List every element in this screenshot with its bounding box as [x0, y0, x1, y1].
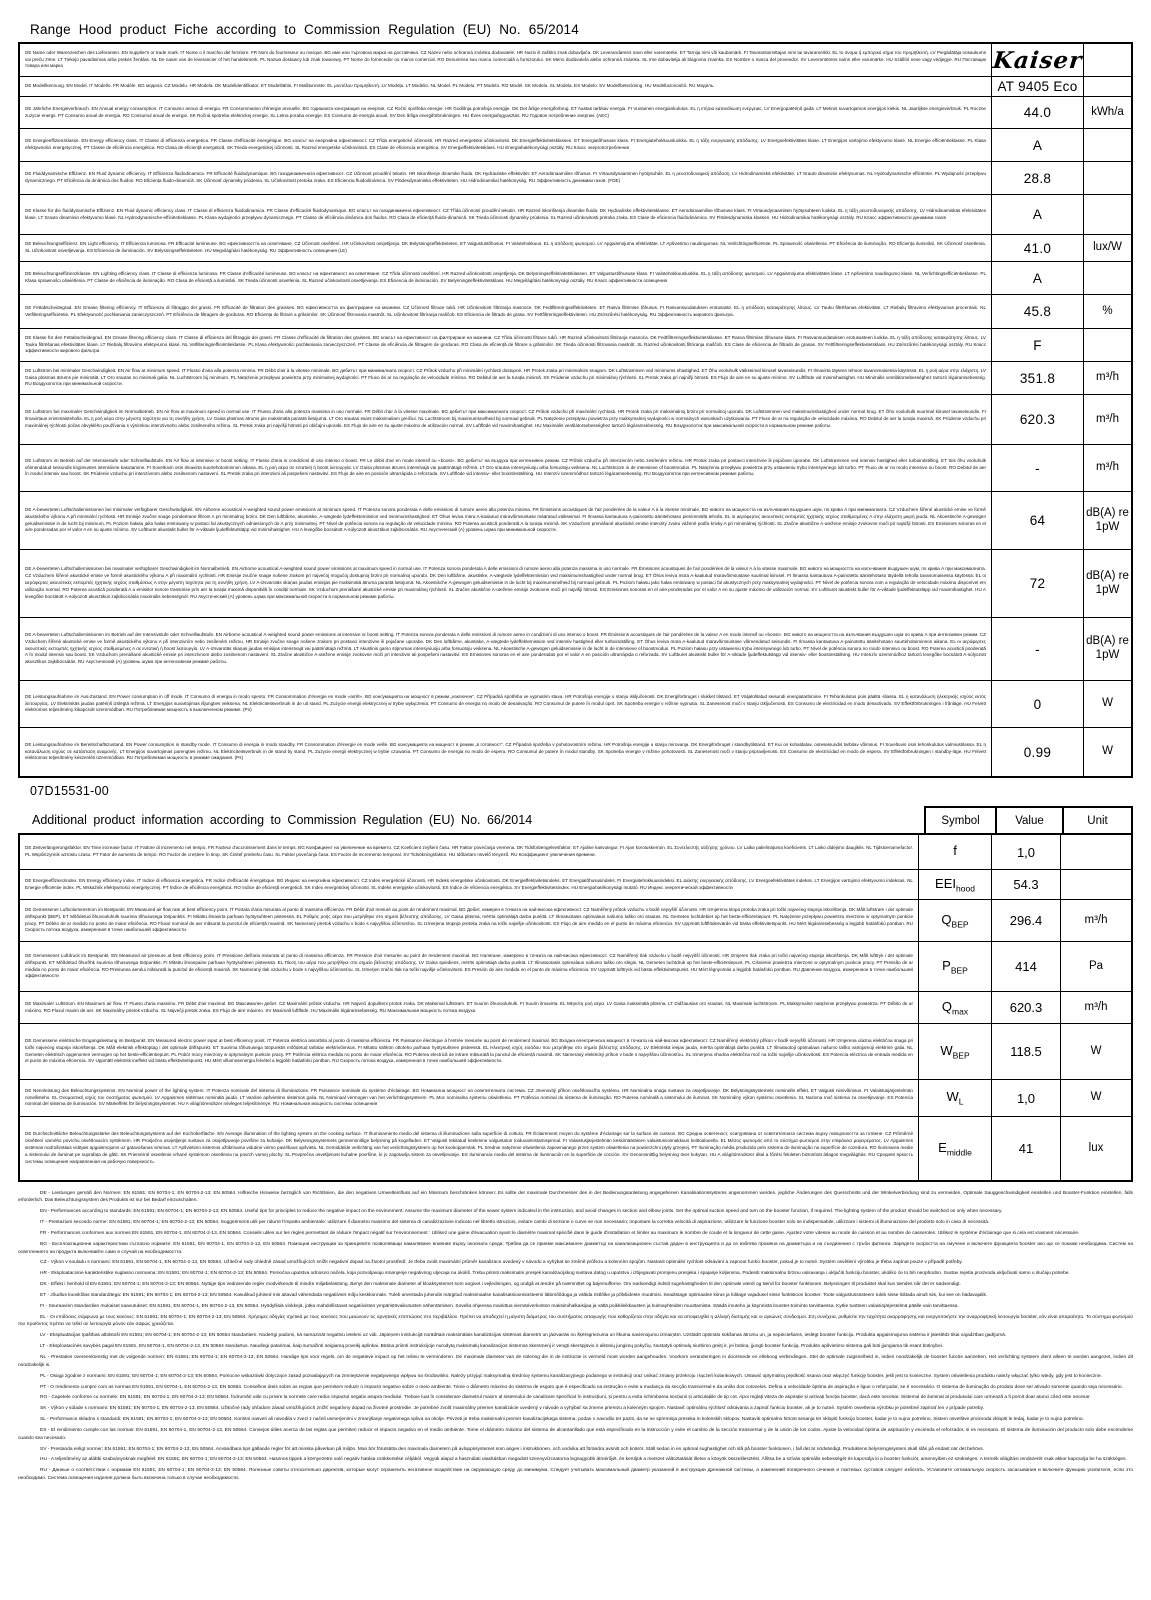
fiche-row-value-cell — [991, 295, 1083, 328]
fiche-row — [20, 295, 1131, 329]
fiche-row-value: 0 — [1033, 696, 1042, 712]
fiche-row-description: DE Modellkennung. EN Model. IT Modello. FR Modèle. BG модела. CZ Modelu. HR Modela. DK Modelidentifikator. ET Mudelitähis. FI Mallitunniste. EL μοντέλου προμηθευτή. LV Modeļa. LT Modelio. NL Model. PL Modelu. PT Modelo. RO Model. SK Modelu. SL Modela. ES Modelo. SV Modellbeteckning. HU Modellazonosító. RU Модель. — [25, 83, 715, 89]
fiche-row-unit — [1083, 262, 1131, 294]
additional-row — [20, 1080, 1131, 1117]
additional-row-unit: Pa — [1060, 942, 1131, 991]
fiche-row-description: DE Beleuchtungseffizienz. EN Light efficiency. IT Efficienza luminosa. FR Efficacité lumineuse. BG ефективността на осветяване. CZ Účinnost osvětlení. HR Učinkovitost osvjetljenja. DK Belysningseffektiviteten. ET Valgustustõhusus. FI Valotehokkuus. EL η απόδοση φωτισμού. LV Apgaismojuma efektivitāte. LT Apšvietimo naudingumas. NL Verlichtingsefficiëntie. PL Sprawność oświetlenia. PT Eficiência de iluminação. RO Eficiența iluminării. SK Účinnosť osvetlenia. SL Učinkovitost osvetljevanja. ES Eficiencia de iluminación. SV Belysningseffektiviteten. HU Megvilágítási hatékonyság. RU Эффективность освещения (LE) — [25, 241, 986, 253]
additional-row-value: 296.4 — [991, 900, 1060, 941]
additional-row-description: DE Gemessener Luftvolumenstrom im Bestpunkt. EN Measured air flow rate at best efficiency point. IT Portata d'aria misurata al punto di massima efficienza. FR Débit d'air mesuré au point de rendement maximal. BG Дебит, измерен в точката на най-висока ефективност. CZ Naměřený průtok vzduchu v bodě nejvyšší účinnosti. HR Izmjerena stopa protoka zraka pri točki najvećeg stupnja iskorištenja. DK Målt luftstrøm i det optimale driftspunkt (BEP). ET Mõõdetud õhuvooluhulk suurima tõhususega tööpunktis. FI Mitattu ilmavirta parhaan hyötysuhteen pisteessä. EL Ρυθμός ροής αέρα που μετρήθηκε στο σημείο βέλτιστης απόδοσης. LV Gaisa plūsma, mērīta optimālajā darba punktā. LT Išmatuotasis optimalaus našumo taško oro srautas. NL Gemeten luchtdebiet op het beste-efficiëntiepunt. PL Natężenie przepływu powietrza mierzone w optymalnym punkcie pracy. PT Débito de ar medido no ponto de maior eficiência. RO Fluxul nominal de aer măsurat la punctul de eficiență maximă. SK Nameraný prietok vzduchu v bode s najvyššou účinnosťou. SL Izmerjena stopnja pretoka zraka na točki najvišje učinkovitosti. ES Flujo de aire medido en el punto de máxima eficiencia. SV Uppmätt luftflödesvärde vid bästa effektivitetspunkt. HU Mért légáramsebesség a legjobb hatásfokú pontban. RU Скорость потока воздуха, измеренная в точке наибольшей эффективности. — [25, 906, 913, 933]
additional-row — [20, 992, 1131, 1024]
fiche-row-value-cell — [991, 77, 1083, 96]
symbol-main: W — [940, 1042, 953, 1058]
additional-row — [20, 835, 1131, 870]
fiche-row-unit: dB(A) re 1pW — [1083, 492, 1131, 549]
standards-note: SL - Performance skladno s standardi: EN 61591; EN 60704-1; EN 60704-2-13; EN 50564. Koristni nasveti ali navodila v zvezi z načeli usmerjenimi v zmanjšanje negativnega vpliva na okolje. Privzeti je treba maksimalni premer kanalizacijskega sistema, podan v navodilu ter paziti, da se ne spreminja preseka in kolenskih sklopov. Nastaviti optimalno hitrost sesanja ter vklopiti funkcijo booster, kadar je to nujno potrebno. Sistem osvetlitve proizvoda vklopiti le tedaj, kadar je to nujno potrebno. — [40, 1417, 1084, 1423]
fiche-row — [20, 97, 1131, 129]
symbol-subscript: BEP — [952, 1050, 970, 1061]
standards-note: HR - Eksploatacione karakteristike suglasno normama: EN 61591; EN 60704-1; EN 60704-2-13; EN 50564. Pomoćna uputstva odnosno načela, koja pozvoljavaju smanjenje negativnog utjecaja na okoliš. Treba primiti maksimalni presjek kanalizacijskog sustava datog u uputstvu i izbjegavati promjenu presjeka i spajanje koljenima. Podesiti maksimalnu brzinu usisavanja i uključiti funkciju booster, ukoliko će to biti neophodno. Sustav svjetla proizvoda uključivati samo u slučaju potrebe. — [40, 1271, 1070, 1277]
fiche-row-description: DE Beleuchtungseffizienzklasse. EN Lighting efficiency class. IT Classe di efficienza luminosa. FR Classe d'efficacité lumineuse. BG класът на ефективност на осветяване. CZ Třída účinnosti osvětlení. HR Razred učinkovitosti osvjetljenja. DK Belysningseffektivitetsklassen. ET Valgustustõhususe klass. FI Valotehokkuusluokka. EL η τάξη απόδοσης φωτισμού. LV Apgaismojuma efektivitātes klase. LT Apšvietimo naudingumo klasė. NL Verlichtingsefficiëntieklasse. PL Klasa sprawności oświetlenia. PT Classe de eficiência de iluminação. RO Clasa de eficiență a iluminării. SK Trieda účinnosti osvetlenia. SL Razred učinkovitosti osvetljevanja. ES Eficiencia de iluminación. SV Belysningseffektivitetsklass. HU Megvilágítási hatékonysági osztály. RU Класс эффективности освещения — [25, 271, 986, 283]
fiche-row-unit: W — [1083, 728, 1131, 776]
fiche-row-unit — [1083, 162, 1131, 194]
symbol-main: E — [938, 1139, 947, 1155]
fiche-row-description: DE A-bewerteten Luftschallemissionen bei maximaler verfügbarer Geschwindigkeit im Normalbetrieb. EN Airborne acoustical A-weighted sound power emissions at maximum speed in normal use. IT Potenza sonora ponderata A delle emissioni di rumore aereo alla potenza massima in uso normale. FR Émissions acoustiques de l'air pondérées de la valeur A à la vitesse maximale. BG нивото на мощността на излъчвания въздушен шум, по крива A при максималната. CZ Vzduchem šířené akustické emise ve formě akustického výkonu A při maximální rychlosti. HR Emisije zvučne snage nošene zrakom pri najvećoj mogućoj dostupnoj brzini pri normalnoj uporabi. DK Den luftbårne, akustiske, A-vægtede lydeffektemission ved maksimumshastighed under normal brug. ET Õhus leviva müra A-kaalutud müravõimsustase suurimal kiirusel. FI Ilmassa kantautuva A-painotettu äänitehotaso täydellä teholla tavanomaisessa käytössä. EL οι αερόφερτες ακουστικές εκπομπές ηχητικής ισχύος σταθμίσεως Α στην μέγιστη ταχύτητα για τη συνήθη χρήση. LV A-izsvarotās skaņas jaudas emisijas pie maksimālā ātruma parastā lietojumā. NL Akoestische A-gewogen geluidsemissie in de lucht bij maximumsnelheid bij normaal gebruik. PL Poziom hałasu jako hałas emitowany w postaci fal akustycznych przy maksymalnej wydajności. PT Nível de potência sonora com a regulação de velocidade máxima disponível em utilização normal. RO Puterea acustică ponderată A a emisiilor sonore transmise prin aer la turația maximă disponibilă în condiții normale. SK Vzduchom prenášané akustické emisie pri maximálnej rýchlosti. SL Zračne akustične A-utežene emisije zvokovne moči pri najvišji hitrosti. ES Emisiones sonoras en el aire ponderadas por el valor A en su ajuste máximo de utilización normal. SV Luftburet akustiskt buller för A-viktade ljudeffektutsläpp vid maximihastighet. HU A levegőbe bocsátott A-súlyozott akusztikus zajkibocsátás maximális sebességnél. RU Акустический (A) уровень шума при максимальной скорости в нормальном режиме работы. — [25, 566, 986, 599]
standards-note: HU - A teljesítmény az alábbi szabványoknak megfelel: EN 61591; EN 60704-1; EN 60704-2-13; EN 50564. Hasznos tippek a környezetre való negatív hatása csökkentése céljából. Vegyük alapul a használati utasításban megadott szennyvízcsatorna legnagyobb átmérőjét, és kerüljük a metszet változtatását illetve a könyök összeillesztést. Állítsa be a szívás optimális sebességét és kapcsolja ki a booster funkciót, amennyiben ez szükséges. A termék világítási rendszerét csak akkor kapcsolja be ha szükséges. — [40, 1457, 1127, 1463]
additional-row-unit — [1060, 835, 1131, 869]
standards-note: BG - Експлоатационни характеристики съгласно нормите: EN 61591, EN 60704-1, EN 60704-2-13, EN 50564. Помощни инструкции за принципите позволяващи намаляване влияние върху околната среда: Трябва да се приеме максимален диаметър на канализационен състав даден в инструкцията и да се избягва промяна на диаметъра и на съединения с тръби фитинги. Зарядете скоростта на смучене и включете функцията booster ако ще се покаже необходима. Систем на осветлението на продукта включвайте само в случай на необходимостта. — [18, 1242, 1133, 1255]
additional-row-symbol — [918, 1117, 991, 1180]
fiche-row-value-cell — [991, 618, 1083, 680]
additional-row-symbol — [918, 1080, 991, 1116]
additional-row-symbol — [918, 1024, 991, 1079]
fiche-row-unit: % — [1083, 295, 1131, 328]
symbol-subscript: middle — [946, 1147, 972, 1158]
additional-row-symbol — [918, 942, 991, 991]
additional-row-unit: m³/h — [1060, 992, 1131, 1023]
additional-row-description: DE Gemessener Luftdruck im Bestpunkt. EN Measured air pressure at best efficiency point. IT Pressione dell'aria misurata al punto di massima efficienza. FR Pression d'air mesurée au point de rendement maximal. BG Налягане, измерено в точката на най-висока ефективност. CZ Naměřený tlak vzduchu v bodě nejvyšší účinnosti. HR Izmjeren tlak zraka pri točki najvećeg stupnja iskorištenja. DK Målt lufttryk i det optimale driftspunkt. ET Mõõdetud õhurõhk suurima tõhususega tööpunktis. FI Mitattu ilmanpaine parhaan hyötysuhteen pisteessä. EL Πίεση του αέρα που μετρήθηκε στο σημείο βέλτιστης απόδοσης. LV Gaisa spiediens, mērīts optimālajā darba punktā. LT Išmatuotasis optimalaus našumo taško oro slėgis. NL Gemeten luchtdruk op het beste-efficiëntiepunt. PL Ciśnienie powietrza mierzone w optymalnym punkcie pracy. PT Pressão de ar medida no ponto de maior eficiência. RO Presiunea aerului măsurată la punctul de eficiență maximă. SK Nameraný tlak vzduchu v bode s najvyššou účinnosťou. SL Izmerjen zračni tlak na točki najvišje učinkovitosti. ES Presión de aire medida en el punto de máxima eficiencia. SV Uppmätt lufttryck vid bästa effektivitetspunkt. HU Mért légnyomás a legjobb hatásfokú pontban. RU Давление воздуха, измеренное в точке наибольшей эффективности — [25, 952, 913, 979]
standards-note: SV - Prestanda enligt normer: EN 61591; EN 60704-1; EN 60704-2-13; EN 50564. Användbara tips gällande regler för att minska påverkan på miljön. Man bör förutsätta den maximala diametern på avloppssystemet som anges i instruktionen, och undvika att förändra avsnitt och knärör. Ställ sedan in en optimal sughastighet och slå på booster funktionen, i fall det är nödvändigt. Produktens belysningssystem skall slås på endast när det behövs. — [40, 1446, 984, 1452]
fiche-row-value-cell — [991, 262, 1083, 294]
fiche-row-value-cell — [991, 329, 1083, 361]
standards-note: LV - Ekspluatācijas īpašības atbilstoši EN 61591; EN 60704-1; EN 60704-2-13; EN 50564 standartiem. Noderīgi padomi, kā samazināt negatīvu ietekmi uz vidi. Jāpieņem instrukcijā norādītais maksimālais kanalizācijas sistēmas diametrs un jāizvairās no šķērsgriezuma un līkuma savienojumu izmaiņām. Uzstādīt optimālo sūkšanas ātrumu un, ja nepieciešams, ieslēgt booster funkciju. Produkta apgaismojuma sistēma ir jāieslēdz tikai vajadzības gadījumā. — [40, 1333, 1007, 1339]
fiche-row-value: AT 9405 Eco — [997, 79, 1078, 94]
additional-row-symbol — [918, 992, 991, 1023]
fiche-row — [20, 44, 1131, 77]
fiche-row-value-cell — [991, 162, 1083, 194]
additional-row — [20, 1024, 1131, 1080]
document-number: 07D15531-00 — [30, 784, 110, 798]
standards-notes — [18, 1190, 1133, 1486]
fiche-row-description: DE Leistungsaufnahme im Aus-Zustand. EN Power consumption in off mode. IT Consumo di energia in modo spento. FR Consommation d'énergie en mode «arrêt». BG консумацията на мощност в режим „изключен“. CZ Případná spotřeba ve vypnutém stavu. HR Potrošnja energije u stanju isključenosti. DK Energiforbruget i slukket tilstand. ET Väljalülitatud seisundi energiatarbimine. FI Tehonkulutus pois päältä -tilassa. EL η κατανάλωση ηλεκτρικής ισχύος εκτός λειτουργίας. LV Elektriskās jaudas patēriņš izslēgtā režīmā. LT Energijos suvartojimas išjungties veiksena. NL Elektriciteitsverbruik in de uit stand. PL Zużycie energii elektrycznej w trybie wyłączenia. PT Consumo de energia no modo de desativação. RO Consumul de putere în modul oprit. SK Spotreba energie v režime vypnutia. SL Zanesenost moči v stanju izključenosti. ES Consumo de electricidad en modo desactivado. SV Effektförbrukningen i frånläge. HU Felvett elektromos teljesítmény kikapcsolt üzemmódban. RU Потребляемая мощность в выключенном режиме. (Po) — [25, 693, 986, 713]
standards-note: FR - Performances conformes aux normes EN 61591, EN 60704-1, EN 60704-2-13, EN 50564. Conseils utiles sur les règles permettant de réduire l'impact négatif sur l'environnement : Utilisez une gaine d'évacuation ayant le diamètre maximal spécifié dans le guide d'installation et limiter au maximum le nombre de coude et la longueur de cette gaine. Ajustez votre vitesse au mode de cuisson et au nombre de casseroles. Utilisez le système d'éclairage que si cela est vraiment nécessaire. — [40, 1231, 1080, 1237]
symbol-main: EEI — [935, 875, 957, 891]
additional-row-description: DE Nennleistung des Beleuchtungssystems. EN Nominal power of the lighting system. IT Potenza nominale del sistema di illuminazione. FR Puissance nominale du système d'éclairage. BG Номинална мощност на осветителната система. CZ Jmenovitý příkon osvětlovacího systému. HR Nominalna snaga sustava za osvjetljavanje. DK Belysningssystemets nominelle effekt. ET Valgusti nimivõimsus. FI Valaistusjärjestelmän nimellisteho. EL Ονομαστική ισχύς του συστήματος φωτισμού. LV Apgaismes sistēmas nominālā jauda. LT Vardinė apšvietimo sistemos galia. NL Nominaal vermogen van het verlichtingssysteem. PL Moc nominalna systemu oświetlenia. PT Potência nominal do sistema de iluminação. RO Puterea nominală a sistemului de iluminat. SK Nominálny výkon systému osvetlenia. SL Nazivna moč sistema za osvetljevanje. ES Potencia nominal del sistema de iluminación. SV Märkeffekt för belysningssystemet. HU A világítórendszer névleges teljesítménye. RU Номинальная мощность системы освещения — [25, 1087, 913, 1107]
symbol-subscript: BEP — [950, 965, 968, 976]
fiche-row-unit: m³/h — [1083, 445, 1131, 491]
fiche-row-description: DE Jährliche Energieverbrauch. EN Annual energy consumption. IT Consumo annuo di energia. FR Consommation d'énergie annuelle. BG годишната консумация на енергия. CZ Roční spotřeba energie. HR Godišnja potrošnja energije. DK Det årlige energiforbrug. ET Aastas tarbitav energia. FI Vuotuinen energiankulutus. EL η ετήσια κατανάλωση ενέργειας. LV Energopatēriņš gadā. LT Metinis suvartojamos energijos kiekis. NL Jaarlijkse energieverbruik. PL Roczne zużycie energii. PT Consumo anual de energia. RO Consumul anual de energie. SK Ročná spotreba elektrickej energie. SL Letna poraba energije. ES Consumo de energía anual. SV Den årliga energiförbrukningen. HU Éves energiafogyasztás. RU Годовое потребление энергии. (AEC) — [25, 105, 986, 118]
symbol-subscript: L — [958, 1097, 964, 1108]
fiche-row-unit — [1083, 129, 1131, 161]
fiche-row-description: DE Leistungsaufnahme im Bereitschaftszustand. EN Power consumption in standby mode. IT Consumo di energia in modo standby. FR Consommation d'énergie en mode veille. BG консумацията на мощност в режим „в готовност“. CZ Případná spotřeba v pohotovostním režimu. HR Potrošnja energije u stanju mirovanja. DK Energiforbruget i standbytilstand. ET Kui on kohaldatav, ooteseisundis tarbitav võimsus. FI Soveltuvin osin tehonkulutus valmiustilassa. EL η κατανάλωση ισχύος σε κατάσταση αναμονής. LT Energijos suvartojimas parengties režimu. NL Elektriciteitsverbruik in de stand by stand. PL Zużycie energii elektrycznej w trybie czuwania. PT Consumo de energia no modo de espera. RO Consumul de putere în modul standby. SK Spotreba energie v režime pohotovosti. SL Zanesenost moči v stanju pripravljenosti. ES Consumo de electricidad en modo de espera. SV Effektförbrukningen i standby-läge. HU Felvett elektromos teljesítmény készenléti üzemmódban. RU Потребляемая мощность в режиме ожидания. (Ps) — [25, 741, 986, 761]
fiche-row — [20, 492, 1131, 550]
fiche-row-unit: W — [1083, 681, 1131, 727]
standards-note: EN - Performances according to standards: EN 61591; EN 60704-1; EN 60704-2-13; EN 50564. Useful tips for principles to reduce the negative impact on the environment: Assume the maximum diameter of the sewer system indicated in the instruction, and avoid changes in section and elbow joints. Set the optimal suction speed and turn on the booster function, if required. The lighting system of the product should be switched on only when necessary. — [40, 1209, 1003, 1215]
standards-note: LT - Eksploatacinės savybės pagal EN 61591, EN 60704-1, EN 60704-2-13, EN 50564 standartus. Naudingi patarimai, kaip sumažinti neigiamą poveikį aplinkai. Būtina priimti instrukcijoje nurodytą maksimalų kanalizacijos sistemos skersmenį ir vengti skerspjūvio ir alkūnių jungimų pokyčių. Nustatyti optimalų siurbimo greitį ir, jei būtina, įjungti booster funkciją. Produkto apšvietimo sistema gali būti įjungiama tik esant būtinybei. — [40, 1344, 944, 1350]
additional-row-unit: W — [1060, 1080, 1131, 1116]
fiche-row-value-cell — [991, 728, 1083, 776]
fiche-row — [20, 329, 1131, 362]
symbol-main: P — [942, 957, 951, 973]
fiche-row-description: DE Fettabscheidegrad. EN Grease filtering efficiency. IT Efficienza di filtraggio dei grassi. FR Efficacité de filtration des graisses. BG ефективността на филтриране на мазнини. CZ Účinnost filtrace tuků. HR Učinkovitost filtriranja masnoće. DK Fedtfiltreringseffektiviteten. ET Rasva filtrimise tõhusus. FI Rasvansuodatuksen erotusaste. EL η απόδοση κατακράτησης λίπους. LV Tauku filtrēšanas efektivitāte. LT Riebalų filtravimo efektyvumas procentais. NL Vetfilteringsefficiëntie. PL Efektywność pochłaniania zanieczyszczeń. PT Eficiência de filtragem de gorduras. RO Eficiența de filtrare a grăsimilor. SK Účinnosť filtrovania mastnôt. SL Učinkovitost filtriranja maščob. ES Eficiencia de filtrado de grasa. SV Fettfiltreringseffektiviteten. HU Zsírszűrési hatékonyság. RU Эффективность жирового фильтра. — [25, 304, 986, 317]
additional-row-value: 414 — [991, 942, 1060, 991]
fiche-row-description: DE A-bewerteten Luftschallemissionen im Betrieb auf der Intensivstufe oder Schnelllaufstufe. EN Airborne acoustical A-weighted sound power emissions at intensive or boost setting. IT Potenza sonora ponderata A delle emissioni di rumore aereo in condizioni di uso intenso o boost. FR Émissions acoustiques de l'air pondérées de la valeur A en mode intensif ou «boost». BG нивото на мощността на излъчвания въздушен шум по крива A при интензивен режим. CZ Vzduchem šířené akustické emise ve formě akustického výkonu A při intenzivním nebo zesíleném režimu. HR Emisije zvučne snage nošene zrakom pri postavci intenzivne ili pojačane uporabe. DK Den luftbårne, akustiske, A-vægtede lydeffektemission ved intensiv hastighed eller turboindstilling. ET Õhus leviva müra A-kaalutud müravõimsustase võimendatud seisundis. FI Ilmassa kantautuva A-painotettu äänitehotaso suurtehotoiminnon aikana. EL οι αερόφερτες ακουστικές εκπομπές ηχητικής ισχύος σταθμισμένες Α σε εντατική ή boost λειτουργία. LV A-izsvarotās skaņas jaudas emisijas intensīvajā vai paātrinātajā režīmā. LT Akustinis garso stiprumas intensyviuoju arba forsuotoju veiksena. NL Akoestische A-gewogen geluidsemissie in de lucht in de intensieve of boostmodus. PL Poziom hałasu przy ustawieniu trybu intensywnego lub turbo. PT Nível de potência sonora no modo intensivo ou boost. RO Puterea acustică ponderată A în modul intensiv sau boost. SK Vzduchom prenášané akustické emisie pri intenzívnom alebo zosilnenom nastavení. SL Zračne akustične A-utežene emisije zvokovne moči pri intenzivni ali pospešeni nastavitvi. ES Emisiones sonoras en el aire ponderadas por el valor A en posición ultrarrápida o reforzada. SV Luftburet akustiskt buller för A-viktade ljudeffektutsläpp vid intensiv- eller boostinställning. HU Intenzív üzemmódhoz tartozó levegőbe bocsátott A-súlyozott akusztikus zajkibocsátás. RU Акустический (A) уровень шума при интенсивном режиме работы. — [25, 631, 986, 665]
fiche-row-value: 28.8 — [1023, 170, 1052, 186]
fiche-row-value-cell — [991, 362, 1083, 394]
fiche-row — [20, 162, 1131, 195]
column-header-value: Value — [995, 806, 1064, 833]
fiche-row-unit — [1083, 195, 1131, 234]
fiche-row-value-cell — [991, 97, 1083, 128]
fiche-row-value: - — [1035, 641, 1040, 657]
fiche-row-value: A — [1032, 207, 1043, 222]
symbol-main: W — [946, 1089, 959, 1105]
additional-row — [20, 942, 1131, 992]
symbol-main: Q — [941, 911, 952, 927]
fiche-row-value-cell — [991, 129, 1083, 161]
standards-note: SK - Výkon v súlade s normami: EN 61591; EN 60704-1; EN 60704-2-13; EN 50564. Užitočné rady ohľadom zásad umožňujúcich znížiť negatívny dopad na životné prostredie. Je potrebné zvoliť maximálny priemer kanalizácie uvedený v návode a vyhýbať sa zmene prierezu a kolenným spojom. Nastaviť optimálnu rýchlosť odsávania a zapnúť funkciu booster, ak je to nutné. Systém osvetlenia výrobku je potrebné zapínať len v prípade potreby. — [40, 1406, 984, 1412]
additional-row-description: DE Energieeffizienzindex. EN Energy efficiency index. IT Indice di efficienza energetica. FR Indice d'efficacité énergétique. BG Индекс на енергийна ефективност. CZ Index energetické účinnosti. HR Indeks energetske učinkovitosti. DK Energieffektivitetsindeks. ET Energiatõhususindeks. FI Energiatehokkuusindeksi. EL Δείκτης ενεργειακής απόδοσης. LV Energoefektivitātes indekss. LT Energijos vartojimo efektyvumo indeksas. NL Energie efficiëntie index. PL Wskaźnik efektywności energetycznej. PT Índice de eficiência energética. RO Indice de eficiență energetică. SK Index energetickej účinnosti. SL Indeks energijske učinkovitosti. ES Índice de eficiencia energética. SV Energieffektivitetsindex. HU Energiahatékonysági mutató. RU Индекс энергетической эффективности — [25, 877, 913, 890]
fiche-row — [20, 681, 1131, 728]
fiche-row-value: 72 — [1029, 576, 1046, 591]
additional-info-table — [18, 833, 1133, 1182]
fiche-table — [18, 42, 1133, 778]
fiche-row-unit: m³/h — [1083, 362, 1131, 394]
fiche-row-description: DE Fluiddynamische Effizienz. EN Fluid dynamic efficiency. IT Efficienza fluidodinamica. FR Efficacité fluidodynamique. BG газодинамичната ефективност. CZ Účinnost proudění tekutin. HR Iskorištenje dinamike fluida. DK Hydrauliske effektivitet. ET Aerodünaamiline tõhusus. FI Virtausdynaaminen hyötysuhde. EL η ρευστοδυναμική απόδοση. LV Hidrodinamiskā efektivitāte. LT Srauto dinaminis efektyvumas. NL Hydrodynamische efficiëntie. PL Wydajność przepływu dynamicznego. PT Eficiência da dinâmica dos fluidos. RO Eficiența fluido-dinamică. SK Účinnosť dynamiky prúdenia. SL Učinkovitost pretoka zraka. ES Eficiencia fluidodinámica. SV Flödesdynamiska effektiviteten. HU Hidrodinamikai hatékonyság. RU Эффективность динамики газов. (FDE) — [25, 171, 986, 183]
fiche-row — [20, 445, 1131, 492]
fiche-row — [20, 77, 1131, 97]
fiche-row-value: - — [1035, 460, 1040, 476]
standards-note: DE - Leistungen gemäß den Normen: EN 61591; EN 60704-1; EN 60704-2-13; EN 50564. Hilfreiche Hinweise bezüglich von Richtlinien, die den negativen Umwelteinfluss auf ein Minimum beschränken können: Es sollte der maximale Durchmesser des in der Bedienungsanleitung angegebenen Kanalisationssystems angenommen werden, jegliche Änderungen des Querschnitts und der Winkelverbindung sind zu vermeiden. Optimale Sauggeschwindigkeit einstellen und Booster-Funktion einstellen, falls erforderlich. Das Beleuchtungssystem des Produkts ist nur bei Bedarf einzuschalten. — [18, 1191, 1133, 1204]
fiche-row-unit: dB(A) re 1pW — [1083, 618, 1131, 680]
fiche-row-value: 45.8 — [1023, 304, 1052, 319]
fiche-row-value-cell — [991, 681, 1083, 727]
fiche-row — [20, 129, 1131, 162]
additional-row-unit: lux — [1060, 1117, 1131, 1180]
standards-note: RO - Capetele conforme cu normele: EN 61591; EN 60704-1; EN 60704-2-13; EN 50564. Îndrumări utile cu privire la normele care reduc impactul negativ asupra mediului. Trebuie luat în considerare diametrul maxim al sistemului de canalizare specificat în instrucțiuni, și pentru a evita schimbarea secțiunii și articulațiile de tip cot. Apoi reglați viteza de aspirație și activați funcția booster, dacă este necesar. Sistemul de iluminat al produsului care urmează a fi pornit doar atunci când este necesar. — [40, 1395, 1091, 1401]
additional-row-value: 1,0 — [991, 835, 1060, 869]
symbol-subscript: BEP — [951, 919, 969, 930]
symbol-subscript: hood — [956, 883, 975, 894]
fiche-row-description: DE Name oder Warenzeichen des Lieferanten. EN Supplier's or trade mark. IT Nome o il marchio del fornitore. FR Nom du fournisseur ou marque. BG име или търговска марка на доставчика. CZ Název nebo ochranná známka dodavatele. HR Naziv ili zaštitni znak dobavljača. DK Leverandørens navn eller varemærke. ET Tarnija nimi või kaubamärk. FI Tavarantoimittajan nimi tai tavaramerkki. EL το όνομα ή εμπορικό σήμα του προμηθευτή. LV Piegādātāja nosaukums vai preču zīme. LT Tiekėjo pavadinimas arba prekės ženklas. NL De naam van de leverancier of het handelsmerk. PL Nazwa dostawcy lub znak towarowy. PT Nome do fornecedor ou marca comercial. RO Denumirea sau marca comercială a furnizorului. SK Meno dodávateľa alebo ochranná známka. SL Ime dobavitelja ali blagovna znamka. ES Nombre o marca del proveedor. SV Leverantörens namn eller varumärke. HU Szállító neve vagy védjegye. RU Поставщик товара или марка — [25, 49, 986, 69]
fiche-row-unit: dB(A) re 1pW — [1083, 550, 1131, 617]
standards-note: ET - Jõudlus kooskõlas standarditega: EN 61591; EN 60704-1; EN 60704-2-13; EN 50564. Kasulikud juhised mis aitavad vähendada negatiivset mõju keskkonnale. Tuleb arvestada juhendis märgitud maksimaalse kanalisatsioonisüsteemi läbimõõduga ja vältida ristlõike ja põlvliideste muutmisi. Seadistage optimaalne kiirus ja lülitage vajadusel sisse funktsioon booster. Toote valgustussüsteem tuleb sisse lülitada ainult siis, kui see on hädavajalik. — [40, 1293, 988, 1299]
fiche-row-value-cell — [991, 550, 1083, 617]
additional-row-description: DE Maximaler Luftstrom. EN Maximum air flow. IT Flusso d'aria massimo. FR Débit d'air maximal. BG Максимален дебит. CZ Maximální průtok vzduchu. HR Najveći dopušteni protok zraka. DK Maksimal luftstrøm. ET Suurim õhuvooluhulk. FI Suurin ilmavirta. EL Μέγιστη ροή αέρα. LV Gaisa maksimālā plūsma. LT Didžiausias oro srautas. NL Maximale luchtstroom. PL Maksymalne natężenie przepływu powietrza. PT Débito de ar máximo. RO Fluxul maxim de aer. SK Maximálny prietok vzduchu. SL Največji pretok zraka. ES Flujo de aire máximo. SV Maximalt luftflöde. HU Maximális légáramsebesség. RU Максимальная мощность потока воздуха — [25, 1000, 913, 1013]
fiche-row — [20, 550, 1131, 618]
standards-note: FI - Seuraavien standardien mukaiset saavutukset: EN 61591, EN 60704-1, EN 60704-2-13, EN 50564. Hyödyllisiä vinkkejä, jotka mahdollistavat negatiivisten ympäristövaikutusten vähentämisen. Sovella ohjeessa mainittua viemäriverkoston maksimihalkaisijaa ja vältä poikkileikkausten ja kulmayhteiden muuttamista. Säädä imuteho ja käynnistä booster-toiminto tarvittaessa. Kytke tuotteen valaisinjärjestelmä päälle vain tarvittaessa. — [40, 1304, 959, 1310]
symbol-main: f — [953, 843, 957, 859]
fiche-row-unit — [1083, 77, 1131, 96]
fiche-title: Range Hood product Fiche according to Commission Regulation (EU) No. 65/2014 — [30, 22, 579, 37]
fiche-row-unit: lux/W — [1083, 235, 1131, 261]
additional-row-unit — [1060, 870, 1131, 899]
kaiser-logo: Kaiser — [991, 46, 1084, 74]
additional-row-description: DE Durchschnittliche Beleuchtungsstärke des Beleuchtungssystems auf der Kochoberfläche. EN Average illumination of the lighting system on the cooking surface. IT Illuminamento medio del sistema di illuminazione sulla superficie di cottura. FR Éclairement moyen du système d'éclairage sur la surface de cuisson. BG Средна осветеност, осигурявана от осветителната система върху повърхността за готвене. CZ Průměrné osvětlení varného povrchu osvětlovacím systémem. HR Prosječno osvjetljenje sustava za osvjetljavanje površine za kuhanje. DK Belysningssystemets gennemsnitlige belysning på kogefladen. ET Valgusti tekitatud keskmine valgustatus toiduvalmistamispinnal. FI Valaistusjärjestelmän keskimääräinen valaistusvoimakkuus keittoalueella. EL Μέσος φωτισμός από το σύστημα φωτισμού στην επιφάνεια μαγειρέματος. LV Apgaismes sistēmas nodrošinātais vidējais apgaismojums uz gatavošanas virsmas. LT Apšvietimo sistemos užtikrinama vidutinė virimo paviršiaus apšvieta. NL Gemiddelde verlichting van het verlichtingssysteem op het kookoppervlak. PL Średnie natężenie oświetlenia zapewnianego przez system oświetlenia na powierzchni płyty grzejnej. PT Iluminação média produzida pelo sistema de iluminação na superfície de cozedura. RO Iluminarea medie a sistemului de iluminat pe suprafața de gătit. SK Priemerné osvetlenie vrhané systémom osvetlenia na povrch varnej plochy. SL Povprečna osvetljenost kuhalne površine, ki jo zagotavlja sistem za osvetljevanje. ES Iluminancia media del sistema de iluminación en la superficie de cocción. SV Genomsnittlig belysning över kokytan. HU A világítórendszer által a főzési felületen biztosított átlagos megvilágítás. RU Средняя яркость системы освещения направленная на рабочую поверхность. — [25, 1131, 913, 1164]
additional-row-symbol — [918, 870, 991, 899]
standards-note: EL - Οι επιδόσεις σύμφωνα με τους κανόνες: EN 61591; EN 60704-1; EN 60704-2-13; EN 50564. Χρήσιμες οδηγίες σχετικά με τους κανόνες που μειώνουν τις αρνητικές επιπτώσεις στο περιβάλλον. Πρέπει να αποδεχτεί η μέγιστη διάμετρος του συστήματος απαγωγής που καθορίζεται στην οδηγία και να αποφευχθεί η αλλαγή διατομής και οι αγκώνες σύνδεσμοι. Στη συνέχεια, ρυθμίστε την ταχύτητα αναρρόφησης και ενεργοποιήστε την αναρροφητική λειτουργία booster, εάν είναι απαραίτητο. Το σύστημα φωτισμού του προϊόντος πρέπει να τεθεί σε λειτουργία μόνον εάν σαφώς χρειάζεται. — [18, 1315, 1133, 1328]
fiche-row-value-cell — [991, 492, 1083, 549]
additional-row — [20, 870, 1131, 900]
fiche-row-value-cell — [991, 445, 1083, 491]
additional-row — [20, 1117, 1131, 1180]
fiche-row-unit: kWh/a — [1083, 97, 1131, 128]
additional-row-value: 620.3 — [991, 992, 1060, 1023]
fiche-row-description: DE Luftstrom bei minimaler Geschwindigkeit. EN Air flow at minimum speed. IT Flusso d'aria alla potenza minima. FR Débit d'air à la vitesse minimale. BG дебитът при минималната скорост. CZ Průtok vzduchu při minimální rychlosti dostupné. HR Protok zraka pri minimalnim snagom. DK Luftstrømmen ved minimums shastighed. ET Õhu vooluhulk väikseimal kiirusel tavaseisundis. FI Ilmavirta täyteen tehoon tavanomaisessa käytössä. EL η ροή αέρα στην ελάχιστη. LV Gaisa plūsmas ātrums pie minimālā. LT Oro srautas no minimali galia. NL Luchtstroom bij minimum. PL Natężenie przepływu powietrza przy minimalnej wydajności. PT Fluxo de ar na regulação de velocidade mínima. RO Debitul de aer la turația minimă. SK Prúdenie vzduchu pri minimálnej rýchlosti. SL Pretok zraka pri najnižji hitrosti. ES Flujo de aire en su ajuste mínimo. SV Luftflöde vid minimihastighet. HU Minimális ventilátorsebességhez tartozó légáramsebesség. RU Воздухопоток при минимальной скорости. — [25, 367, 986, 387]
fiche-row-value-cell — [991, 395, 1083, 444]
fiche-row-value: F — [1033, 337, 1042, 353]
fiche-row-value: A — [1032, 137, 1043, 153]
fiche-row-description: DE Klasse für die fluiddynamische Effizienz. EN Fluid dynamic efficiency class. IT Classe di efficienza fluidodinamica. FR Classe d'efficacité fluidodynamique. BG класът на газодинамична ефективност. CZ Třída účinnosti proudění tekutin. HR Razred iskorištenja dinamike fluida. DK Hydrauliske effektivitetsklasse. ET Aerodünaamilise tõhususe klass. FI Virtausdynaamisen hyötysuhteen luokka. EL η τάξη ρευστοδυναμικής απόδοσης. LV Hidrodinamiskās efektivitātes klase. LT Srauto dinaminio efektyvumo klasė. NL Hydrodynamische-efficiëntieklasse. PL Klasa wydajności przepływu dynamicznego. PT Classe de eficiência dinâmica dos fluidos. RO Clasa de eficiență fluido-dinamică. SK Trieda účinnosti dynamiky prúdenia. SL Razred učinkovitosti pretoka zraka. ES Clase de eficiencia fluidodinámica. SV Flödesdynamiska klassen. HU Hidrodinamikai hatékonysági osztály. RU Класс эффективности динамики газов — [25, 207, 986, 220]
additional-row-value: 1,0 — [991, 1080, 1060, 1116]
additional-row-symbol — [918, 835, 991, 869]
fiche-row — [20, 618, 1131, 681]
fiche-row — [20, 195, 1131, 235]
standards-note: ES - El rendimiento cumple con las normas: EN 61591, EN 60704-1, EN 60704-2-13, EN 50564. Consejos útiles acerca de las reglas que permiten reducir el impacto negativo en el medio ambiente. Tome el diámetro máximo del sistema de alcantarillado que está especificado en la instrucción y evite el cambio de la sección transversal y de la unión de los codos. Ajuste la velocidad óptima de aspiración y encienda el reforzador, si es necesario. El sistema de iluminación del producto solo debe encenderse cuando sea necesario. — [18, 1428, 1133, 1441]
standards-note: CZ - Výkon v souladu s normami: EN 61591, EN 60704-1, EN 60704-2-13, EN 50564. Užitečné rady ohledně zásad umožňujících snížit negativní dopad na životní prostředí: Je třeba zvolit maximální průměr kanalizace uvedený v návodu a vyhýbat se změně průřezu a kolenním spojům. Nastavit optimální rychlost odsávání a zapnout funkci booster, pokud je to nutné. Systém osvětlení výrobku je třeba zapínat pouze v případě potřeby. — [40, 1260, 963, 1266]
standards-note: PL - Osiągi zgodnie z normami: EN 61591; EN 60704-1; EN 60704-2-13; EN 50564. Pomocne wskazówki dotyczące zasad pozwalających na zmniejszenie negatywnego wpływu na środowisko. Należy przyjąć maksymalną średnicę systemu kanalizacyjnego podanego w instrukcji oraz unikać zmiany przekroju i łączeń kolankowych. Ustawić optymalną prędkość ssania oraz włączyć funkcję booster, jeśli jest to konieczne. System oświetlenia produktu należy włączać tylko wtedy, gdy jest to konieczne. — [40, 1373, 1102, 1379]
fiche-row-value: 64 — [1029, 513, 1046, 528]
column-header-unit: Unit — [1062, 806, 1133, 833]
additional-row-value: 41 — [991, 1117, 1060, 1180]
additional-info-header — [18, 806, 1133, 833]
fiche-row — [20, 395, 1131, 445]
additional-row-description: DE Zeitverlängerungsfaktor. EN Time increase factor. IT Fattore di incremento nel tempo. FR Facteur d'accroissement dans le temps. BG Коефициент на увеличение на времето. CZ Koeficient zvýšení času. HR Faktor povećanja vremena. DK Tidsforlængelsesfaktor. ET Ajaline kasvutegur. FI Ajan korotuskerroin. EL Συντελεστής αύξησης χρόνου. LV Laika palielinājuma koeficients. LT Laiko didėjimo daugiklis. NL Tijdstoenamefactor. PL Współczynnik wzrostu czasu. PT Fator de aumento de tempo. RO Factor de creștere în timp. SK Činiteľ priebehu času. SL Faktor povečanja časa. ES Factor de incremento temporal. SV Tidsökningsfaktor. HU Időtartam növelő tényező. RU Коэффициент увеличения времени. — [25, 845, 913, 857]
fiche-row-value: A — [1032, 270, 1043, 286]
fiche-row-unit — [1083, 44, 1131, 76]
fiche-row-value: 44.0 — [1023, 105, 1052, 120]
fiche-row-value: 620.3 — [1019, 412, 1056, 427]
fiche-row — [20, 262, 1131, 295]
fiche-row-value-cell — [991, 195, 1083, 234]
additional-row-description: DE Gemessene elektrische Eingangsleistung im Bestpunkt. EN Measured electric power input at best efficiency point. IT Potenza elettrica assorbita al punto di massima efficienza. FR Puissance électrique à l'entrée mesurée au point de rendement maximal. BG Входна електрическа мощност в точката на най-висока ефективност. CZ Naměřený elektrický příkon v bodě nejvyšší účinnosti. HR Izmjerena ulazna električna snaga pri točki najvećeg stupnja iskorištenja. DK Målt elektrisk effektoptag i det optimale driftspunkt. ET Suurima tõhususega tööpunktis mõõdetud tarbitav elektrivõimsus. FI Mitattu sähkön ottoteho parhaan hyötysuhteen pisteessä. EL Ηλεκτρική ισχύς εισόδου που μετρήθηκε στο σημείο βέλτιστης απόδοσης. LV Elektriskā ieejas jauda, mērīta optimālajā darba punktā. LT Išmatuotoji optimalaus našumo taško vartojamoji elektrinė galia. NL Gemeten elektrisch opgenomen vermogen op het beste-efficiëntiepunt. PL Pobór mocy mierzony w optymalnym punkcie pracy. PT Potência elétrica medida no ponto de maior eficiência. RO Puterea electrică de intrare măsurată la punctul de eficiență maximă. SK Nameraný elektrický príkon v bode s najvyššou účinnosťou. SL Izmerjena vhodna električna moč na točki najvišje učinkovitosti. ES Potencia eléctrica de entrada medida en el punto de máxima eficiencia. SV Uppmätt elektrisk ineffekt vid bästa effektivitetspunkt. HU Mért villamosenergia felvétel a legjobb hatásfokú pontban. RU Скорость потока воздуха, измеренная в точке наибольшей эффективности. — [25, 1037, 913, 1064]
additional-row-value: 118.5 — [991, 1024, 1060, 1079]
standards-note: RU - Данные о соответствии с нормами EN 61591; EN 60704-1; EN 60704-2-13; EN 50564. Полезные советы относительно директив, которые могут ограничить негативное воздействие на окружающую среду до минимума. Следует учитывать максимальный диаметр указанной в инструкции дренажной системы, а изменений поперечного сечения и локтевых суставов следует избегать. Установите оптимальную скорость засасывания и включите функцию усилителя, если это необходимо. Система освещения изделия должна быть включена только в случае необходимости. — [18, 1468, 1133, 1481]
additional-row — [20, 900, 1131, 942]
symbol-main: Q — [941, 998, 953, 1014]
fiche-row-value: 41.0 — [1023, 240, 1052, 256]
fiche-row-unit: m³/h — [1083, 395, 1131, 444]
fiche-row — [20, 362, 1131, 395]
standards-note: IT - Prestazioni secondo norme: EN 61591; EN 60704-1; EN 60704-2-13; EN 50564. Suggerimenti utili per ridurre l'impatto ambientale: utilizzare il diametro massimo del sistema di canalizzazione indicato nel libretto istruzioni, evitare cambi di sezione o curve se non necessario; impostare la corretta velocità di aspirazione, utilizzare la funzione booster solo se indispensabile, utilizzare i sistemi di illuminazione del prodotto solo in caso di necessità. — [40, 1220, 990, 1226]
fiche-row-description: DE Energieeffizienzklasse. EN Energy efficiency class. IT Classe di efficienza energetica. FR Classe d'efficacité énergétique. BG класът на енергийна ефективност. CZ Třída energetické účinnosti. HR Razred energetske učinkovitosti. DK Energieffektivitetsklassen. ET Energiatõhususe klass. FI Energiatehokkuusluokka. EL η τάξη ενεργειακής απόδοσης. LV Energoefektivitātes klase. LT Energijos vartojimo efektyvumo klasė. NL Energie efficiëntieklasse. PL Klasa efektywności energetycznej. PT Classe de eficiência energética. RO Clasa de eficiență energetică. SK Trieda energetickej účinnosti. SL Razred energetske učinkovitosti. ES Clase de eficiencia energética. SV Energieffektivitetsklass. HU Energiahatékonysági osztály. RU Класс энергопотребления — [25, 138, 986, 150]
fiche-row-description: DE A-bewerteten Luftschallemissionen bei minimaler verfügbarer Geschwindigkeit. EN Airborne acoustical A-weighted sound power emissions at minimum speed. IT Potenza sonora ponderata A delle emissioni di rumore aereo alla potenza minima. FR Émissions acoustiques de l'air pondérées de la valeur A à la vitesse minimale. BG нивото на мощността на излъчвания въздушен шум, по крива A при минималната. CZ Vzduchem šířené akustické emise ve formě akustického výkonu A při minimální rychlosti. HR Emisije zvučne snage ponderirane filtrom A pri minimalnoj brzini. DK Den luftbårne, akustiske, A-vægtede lydeffektemission ved minimumshastighed. ET Õhus leviva müra A-kaalutud müravõimsustase määratud väikseimal. FI Ilmassa kantautuva A-painotettu äänitehotaso pienimmällä teholla. EL οι αερόφερτες ακουστικές εκπομπές ηχητικής ισχύος σταθμισμένες Α στην ελάχιστη μικρή jauda. NL Akoestische A-gewogen geluidsemissie in de lucht bij minimum. PL Poziom hałasu jako hałas emitowany w postaci fal akustycznych odniesionych do A przy minimalnej. PT Nível de potência sonora na regulação de velocidade mínima. RO Puterea acustică ponderată A la turația minimă. SK Vzduchom prenášané akustické emisie intenzity zvuku vážené podľa krivky A pri minimálnej rýchlosti. SL Zračne akustične A-utežene emisije zvokovne moči pri najnižji hitrosti. ES Emisiones sonoras en el aire ponderadas por el valor A en su ajuste mínimo. SV Luftburet akustiskt buller för A-viktade ljudeffektutsläpp vid minimihastighet. HU A levegőbe bocsátott A-súlyozott akusztikus zajkibocsátás. RU Акустический (A) уровень шума при минимальной скорости. — [25, 506, 986, 533]
standards-note: PT - O rendimento cumpre com as normas EN 61591, EN 60704-1, EN 60704-2-13, EN 50564. Conselhos úteis sobre as regras que permitem reduzir o impacto negativo sobre o meio ambiente. Tome o diâmetro máximo do sistema de esgoto que é especificado na instrução e evite a mudança da secção transversal e da união dos cotovelos. Defina a velocidade óptima de aspiração e ligue o reforçador, se é necessário. O sistema de iluminação do produto deve ser ativado somente quando seja necessário. — [40, 1384, 1123, 1390]
fiche-row-description: DE Luftstrom bei maximaler Geschwindigkeit im Normalbetrieb. EN Air flow at maximum speed in normal use. IT Flusso d'aria alla potenza massima in uso normale. FR Débit d'air à la vitesse maximale. BG дебитът при максималната скорост. CZ Průtok vzduchu při maximální rychlosti. HR Protok zraka pri maksimalnoj brzini pri normalnoj uporabi. DK Luftstrømmen ved maksimumshastighed under normal brug. ET Õhu vooluhulk suurimal kiirusel tavaseisundis. FI Ilmavirtaus enimmäisteholla. EL η ροή αέρα στην μέγιστη ταχύτητα για τη συνήθη χρήση. LV Gaisa plūsmas ātrums pie maksimālā parastā lietojumā. LT Oro srautas esant maksimaliam greičiui. NL Luchtstroom bij maximumsnelheid bij normaal gebruik. PL Natężenie przepływu powietrza przy maksymalnej wydajności w normalnych warunkach użytkowania. PT Fluxo de ar na regulação de velocidade máxima. RO Debitul de aer la turația maximă. SK Prúdenie vzduchu pri maximálnej rýchlosti počas obvyklého používania s výnimkou intenzívneho alebo zosilneného režimu. SL Pretok zraka pri najvišji hitrosti pri običajni uporabi. ES Flujo de aire en su ajuste máximo de utilización normal. SV Luftflöde vid maximihastighet. HU Maximális ventilátorsebességhez tartozó légáramsebesség. RU Воздухопоток при максимальной скорости в нормальном режиме работы. — [25, 409, 986, 428]
fiche-row — [20, 235, 1131, 262]
additional-row-unit: W — [1060, 1024, 1131, 1079]
fiche-row-value: 0.99 — [1023, 744, 1052, 760]
fiche-row-unit — [1083, 329, 1131, 361]
additional-row-unit: m³/h — [1060, 900, 1131, 941]
fiche-row-description: DE Luftstrom im Betrieb auf der Intensivstufe oder Schnelllaufstufe. EN Air flow at intensive or boost setting. IT Flusso d'aria in condizioni di uso intenso o boost. FR Le débit d'air en mode intensif ou «boost». BG дебитът на въздуха при интензивен режим. CZ Průtok vzduchu při intenzivním nebo zesíleném režimu. HR Protok zraka pri postavci intenzivne ili pojačane uporabe. DK Luftstrømmen ved intensiv hastighed eller turboindstilling. ET Siis õhu vooluhulk võimendatud seisundis tingimustes intensiivne kasutamine. FI Soveltuvin osin ilmavirta suurtehotoiminnon aikana. EL η ροή αέρα σε εντατική ή boost λειτουργία. LV Gaisa plūsmas ātrums intensīvajā vai paātrinātajā režīmā. LT Oro srautas intensyviuoju arba forsuotoju veiksena. NL Luchtstroom in de intensieve of boostmodus. PL Natężenia przepływu powietrza przy ustawieniu trybu intensywnego lub turbo. PT Fluxo de ar no modo intensivo ou boost. RO Debitul de aer în modul intensiv sau boost. SK Prúdenie vzduchu pri intenzívnom alebo zosilnenom nastavení. SL Pretok zraka pri intenzivni ali pospešeni nastavitvi. ES Flujo de aire en posición ultrarrápida o reforzada. SV Luftflöde vid intensiv- eller boostinställning. HU Intenzív üzemmódhoz tartozó légáramsebesség. RU Воздухопоток при интенсивном режиме работы. — [25, 457, 986, 477]
standards-note: DK - Effekt i henhold til EN 61591; EN 60704-1; EN 60704-2-13; EN 50564. Nyttige tips vedrørende regler modvirkende til mindre miljøbelastning. Benyt den maksimale diameter af kloaksystemet som angivet i vejledningen, og undgå at ændre på tværsnittet og bøjemufferne. Om nødvendigt indstil sugehastigheden til den optimale værdi og tænd for booster funktionen. Belysningen til produktet skal kun tændes når det er nødvendigt. — [40, 1282, 961, 1288]
fiche-row-value: 351.8 — [1019, 370, 1056, 386]
additional-row-symbol — [918, 900, 991, 941]
fiche-row-value-cell — [991, 235, 1083, 261]
fiche-row — [20, 728, 1131, 776]
column-header-symbol: Symbol — [924, 806, 997, 833]
standards-note: NL - Prestaties overeenkomstig met de volgende normen: EN 61591; EN 60704-1; EN 60704-2-13; EN 50564. Handige tips voor regels, om de negatieve impact op het milieu te verminderen. De maximale diameter van de riolering die in de instructie is vermeld moet worden aangehouden. Voorkom veranderingen in doorsnede en elleboog verbindingen. Stel de optimale zuigsnelheid in, indien noodzakelijk de booster functie aanzetten. Het verlichting systeem dient alleen te worden aangezet, indien dit noodzakelijk is. — [18, 1355, 1133, 1368]
symbol-subscript: max — [952, 1006, 969, 1017]
additional-row-value: 54.3 — [991, 870, 1060, 899]
fiche-row-description: DE Klasse für den Fettabscheidegrad. EN Grease filtering efficiency class. IT Classe di efficienza del filtraggio dei grassi. FR Classe d'efficacité de filtration des graisses. BG класът на ефективност на филтриране на мазнини. CZ Třída účinnosti filtrace tuků. HR Razred učinkovitosti filtriranja masnoća. DK Fedtfiltreringseffektivitetsklasse. ET Rasva filtrimise tõhususe klass. FI Rasvansuodatuksen erotusasteen luokka. EL η τάξη απόδοσης κατακράτησης λίπους. LV Tauku filtrēšanas efektivitātes klase. LT Riebalų filtravimo efektyvumo klasė. NL Vetfilteringsefficiëntieklasse. PL Klasa efektywności pochłaniania zanieczyszczeń. PT Classe de eficiência de filtragem de gorduras. RO Clasa de eficiență de filtrare a grăsimilor. SK Trieda účinnosti filtrovania mastnôt. SL Razred učinkovitosti filtriranja maščob. ES Clase de eficiencia de filtrado de grasas. SV Fettfiltreringseffektivitetsklass. HU Zsírszűrési hatékonysági osztály. RU Класс эффективности жирового фильтра — [25, 334, 986, 354]
supplier-logo-cell — [991, 44, 1083, 76]
additional-info-title: Additional product information according to Commission Regulation (EU) No. 66/2014 — [32, 812, 533, 827]
